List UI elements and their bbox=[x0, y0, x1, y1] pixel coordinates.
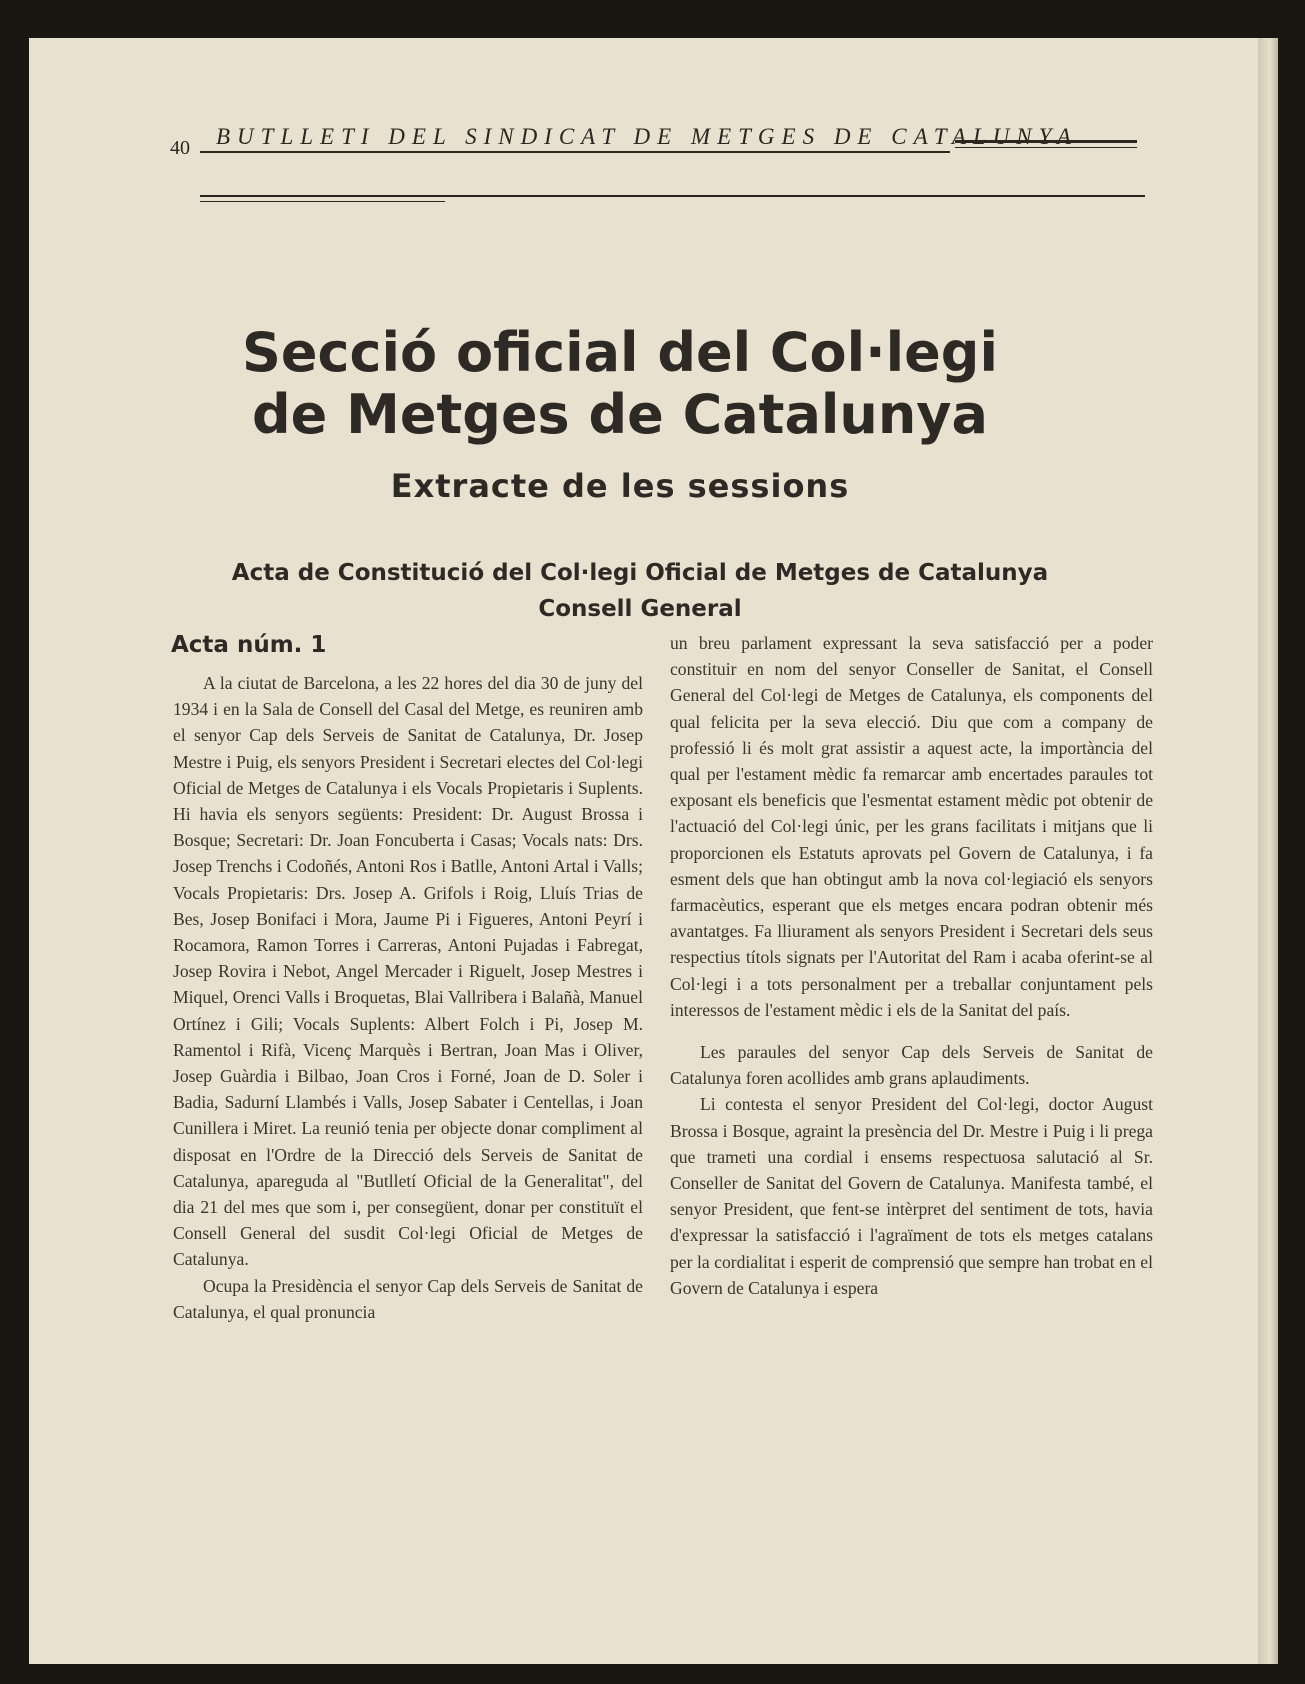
header-rule-bottom-2 bbox=[200, 201, 445, 202]
header-rule-bottom bbox=[200, 195, 1145, 197]
left-column bbox=[173, 670, 643, 1325]
running-title: BUTLLETI DEL SINDICAT DE METGES DE CATALUNYA bbox=[216, 124, 1078, 149]
header-rule-top bbox=[200, 151, 950, 153]
acta-number: Acta núm. 1 bbox=[171, 632, 327, 658]
right-paragraph-3: Li contesta el senyor President del Col·legi, doctor August Brossa i Bosque, agraint la presència del Dr. Mestre i Puig i li prega que trameti una cordial i ensems respectuosa salutació al Sr. Conseller de Sanitat del Govern de Catalunya. Manifesta també, el senyor President, que fent-se intèrpret del sentiment de tots, havia d'expressar la satisfacció i l'agraïment de tots els metges catalans per la cordialitat i esperit de comprensió que sempre han trobat en el Govern de Catalunya i espera bbox=[670, 1094, 1153, 1298]
right-column bbox=[670, 630, 1153, 1301]
title-line-1: Secció oficial del Col·legi bbox=[242, 321, 998, 384]
left-paragraph-2: Ocupa la Presidència el senyor Cap dels Serveis de Sanitat de Catalunya, el qual pronuncia bbox=[173, 1275, 643, 1322]
right-paragraph-1: un breu parlament expressant la seva satisfacció per a poder constituir en nom del senyor Conseller de Sanitat, el Consell General del Col·legi de Metges de Catalunya, els components del qual felicita per la seva elecció. Diu que com a company de professió li és molt grat assistir a aquest acte, la importància del qual per l'estament mèdic fa remarcar amb encertades paraules tot exposant els beneficis que l'esmentat estament mèdic pot obtenir de l'actuació del Col·legi únic, per les grans facilitats i mitjans que li proporcionen els Estatuts aprovats pel Govern de Catalunya, i fa esment dels que han obtingut amb la nova col·legiació els senyors farmacèutics, esperant que els metges encara podran obtenir més avantatges. Fa lliurament als senyors President i Secretari dels seus respectius títols signats per l'Autoritat del Ram i acaba oferint-se al Col·legi i a tots personalment per a treballar conjuntament pels interessos de l'estament mèdic i els de la Sanitat del país. bbox=[670, 633, 1153, 1020]
page-title bbox=[120, 322, 1120, 446]
page-number: 40 bbox=[170, 137, 190, 159]
acta-heading bbox=[120, 555, 1160, 627]
acta-heading-line-2: Consell General bbox=[538, 596, 742, 622]
subtitle: Extracte de les sessions bbox=[390, 467, 850, 505]
title-line-2: de Metges de Catalunya bbox=[252, 383, 988, 446]
page-edge bbox=[1258, 38, 1278, 1664]
right-paragraph-2: Les paraules del senyor Cap dels Serveis de Sanitat de Catalunya foren acollides amb grans aplaudiments. bbox=[670, 1042, 1153, 1089]
acta-heading-line-1: Acta de Constitució del Col·legi Oficial de Metges de Catalunya bbox=[231, 560, 1049, 586]
left-paragraph-1: A la ciutat de Barcelona, a les 22 hores del dia 30 de juny del 1934 i en la Sala de Consell del Casal del Metge, es reuniren amb el senyor Cap dels Serveis de Sanitat de Catalunya, Dr. Josep Mestre i Puig, els senyors President i Secretari electes del Col·legi Oficial de Metges de Catalunya i els Vocals Propietaris i Suplents. Hi havia els senyors següents: President: Dr. August Brossa i Bosque; Secretari: Dr. Joan Foncuberta i Casas; Vocals nats: Drs. Josep Trenchs i Codoñés, Antoni Ros i Batlle, Antoni Artal i Valls; Vocals Propietaris: Drs. Josep A. Grifols i Roig, Lluís Trias de Bes, Josep Bonifaci i Mora, Jaume Pi i Figueres, Antoni Peyrí i Rocamora, Ramon Torres i Carreras, Antoni Pujadas i Fabregat, Josep Rovira i Nebot, Angel Mercader i Riguelt, Josep Mestres i Miquel, Orenci Valls i Broquetas, Blai Vallribera i Balañà, Manuel Ortínez i Gili; Vocals Suplents: Albert Folch i Pi, Josep M. Ramentol i Rifà, Vicenç Marquès i Bertran, Joan Mas i Oliver, Josep Guàrdia i Bilbao, Joan Cros i Forné, Joan de D. Soler i Badia, Sadurní Llambés i Valls, Josep Sabater i Centellas, i Joan Cunillera i Miret. La reunió tenia per objecte donar compliment al disposat en l'Ordre de la Direcció dels Serveis de Sanitat de Catalunya, apareguda al "Butlletí Oficial de la Generalitat", del dia 21 del mes que som i, per consegüent, donar per constituït el Consell General del susdit Col·legi Oficial de Metges de Catalunya. bbox=[173, 673, 643, 1270]
